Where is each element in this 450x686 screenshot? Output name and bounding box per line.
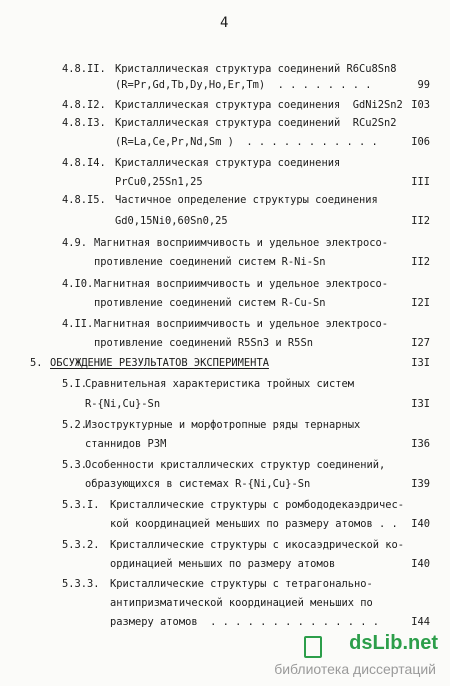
toc-entry-page: I27 bbox=[411, 337, 430, 349]
toc-entry-line: Магнитная восприимчивость и удельное электросо- bbox=[94, 318, 389, 330]
toc-entry-line: (R=Pr,Gd,Tb,Dy,Ho,Er,Tm) . . . . . . . . bbox=[115, 79, 372, 91]
toc-entry-page: I44 bbox=[411, 616, 430, 628]
toc-entry-line: противление соединений систем R-Cu-Sn bbox=[94, 297, 326, 309]
toc-entry-page: I06 bbox=[411, 136, 430, 148]
toc-entry-line: Особенности кристаллических структур соединений, bbox=[85, 459, 386, 471]
toc-entry-number: 4.8.I4. bbox=[62, 157, 106, 169]
toc-entry-line: Кристаллические структуры с ромбододекаэдричес- bbox=[110, 499, 405, 511]
toc-entry-line: антипризматической координацией меньших по bbox=[110, 597, 373, 609]
watermark bbox=[250, 632, 440, 682]
toc-entry-number: 5.3.I. bbox=[62, 499, 100, 511]
toc-entry-page: I40 bbox=[411, 518, 430, 530]
toc-entry-page: I2I bbox=[411, 297, 430, 309]
toc-entry-number: 4.8.II. bbox=[62, 63, 106, 75]
toc-entry-number: 5.I. bbox=[62, 378, 88, 390]
toc-entry-page: I36 bbox=[411, 438, 430, 450]
toc-entry-page: I3I bbox=[411, 398, 430, 410]
toc-entry-line: (R=La,Ce,Pr,Nd,Sm ) . . . . . . . . . . . bbox=[115, 136, 378, 148]
toc-entry-line: Кристаллические структуры с тетрагонально- bbox=[110, 578, 373, 590]
toc-entry-line: Магнитная восприимчивость и удельное электросо- bbox=[94, 278, 389, 290]
toc-entry-line: станнидов РЗМ bbox=[85, 438, 167, 450]
toc-entry-line: ординацией меньших по размеру атомов bbox=[110, 558, 336, 570]
watermark-logo: dsLib.net bbox=[349, 632, 438, 654]
toc-entry-line: PrCu0,25Sn1,25 bbox=[115, 176, 203, 188]
toc-entry-number: 4.8.I3. bbox=[62, 117, 106, 129]
toc-entry-page: II2 bbox=[411, 256, 430, 268]
toc-entry-number: 4.I0. bbox=[62, 278, 94, 290]
toc-entry-number: 5. bbox=[30, 357, 43, 369]
watermark-subtitle: библиотека диссертаций bbox=[274, 661, 436, 677]
toc-entry-number: 4.8.I2. bbox=[62, 99, 106, 111]
toc-entry-line: образующихся в системах R-{Ni,Cu}-Sn bbox=[85, 478, 311, 490]
toc-entry-line: противление соединений систем R-Ni-Sn bbox=[94, 256, 326, 268]
page-number: 4 bbox=[220, 15, 229, 31]
toc-entry-page: I3I bbox=[411, 357, 430, 369]
toc-entry-line: Сравнительная характеристика тройных систем bbox=[85, 378, 354, 390]
toc-entry-line: Частичное определение структуры соединения bbox=[115, 194, 378, 206]
book-icon bbox=[304, 636, 322, 658]
toc-entry-line: Кристаллическая структура соединения bbox=[115, 157, 341, 169]
toc-entry-line: Кристаллическая структура соединений RCu2Sn2 bbox=[115, 117, 397, 129]
toc-entry-page: I03 bbox=[411, 99, 430, 111]
toc-entry-line: Кристаллические структуры с икосаэдрической ко- bbox=[110, 539, 405, 551]
toc-entry-line: кой координацией меньших по размеру атомов . . bbox=[110, 518, 398, 530]
toc-entry-line: Кристаллическая структура соединений R6Cu8Sn8 bbox=[115, 63, 397, 75]
toc-entry-page: III bbox=[411, 176, 430, 188]
toc-entry-number: 4.9. bbox=[62, 237, 88, 249]
toc-entry-page: II2 bbox=[411, 215, 430, 227]
toc-entry-line: Магнитная восприимчивость и удельное электросо- bbox=[94, 237, 389, 249]
toc-entry-line: Gd0,15Ni0,60Sn0,25 bbox=[115, 215, 228, 227]
toc-entry-number: 5.3.2. bbox=[62, 539, 100, 551]
toc-entry-line: Кристаллическая структура соединения GdNi2Sn2 bbox=[115, 99, 403, 111]
toc-entry-line: Изоструктурные и морфотропные ряды тернарных bbox=[85, 419, 361, 431]
toc-entry-line: размеру атомов . . . . . . . . . . . . . . bbox=[110, 616, 379, 628]
toc-entry-number: 5.3.3. bbox=[62, 578, 100, 590]
toc-entry-number: 4.II. bbox=[62, 318, 94, 330]
toc-entry-page: I40 bbox=[411, 558, 430, 570]
toc-entry-number: 5.3. bbox=[62, 459, 88, 471]
toc-entry-number: 4.8.I5. bbox=[62, 194, 106, 206]
toc-entry-page: I39 bbox=[411, 478, 430, 490]
toc-entry-page: 99 bbox=[417, 79, 430, 91]
toc-entry-number: 5.2. bbox=[62, 419, 88, 431]
toc-entry-line: ОБСУЖДЕНИЕ РЕЗУЛЬТАТОВ ЭКСПЕРИМЕНТА bbox=[50, 357, 269, 369]
toc-entry-line: R-{Ni,Cu}-Sn bbox=[85, 398, 161, 410]
toc-entry-line: противление соединений R5Sn3 и R5Sn bbox=[94, 337, 313, 349]
